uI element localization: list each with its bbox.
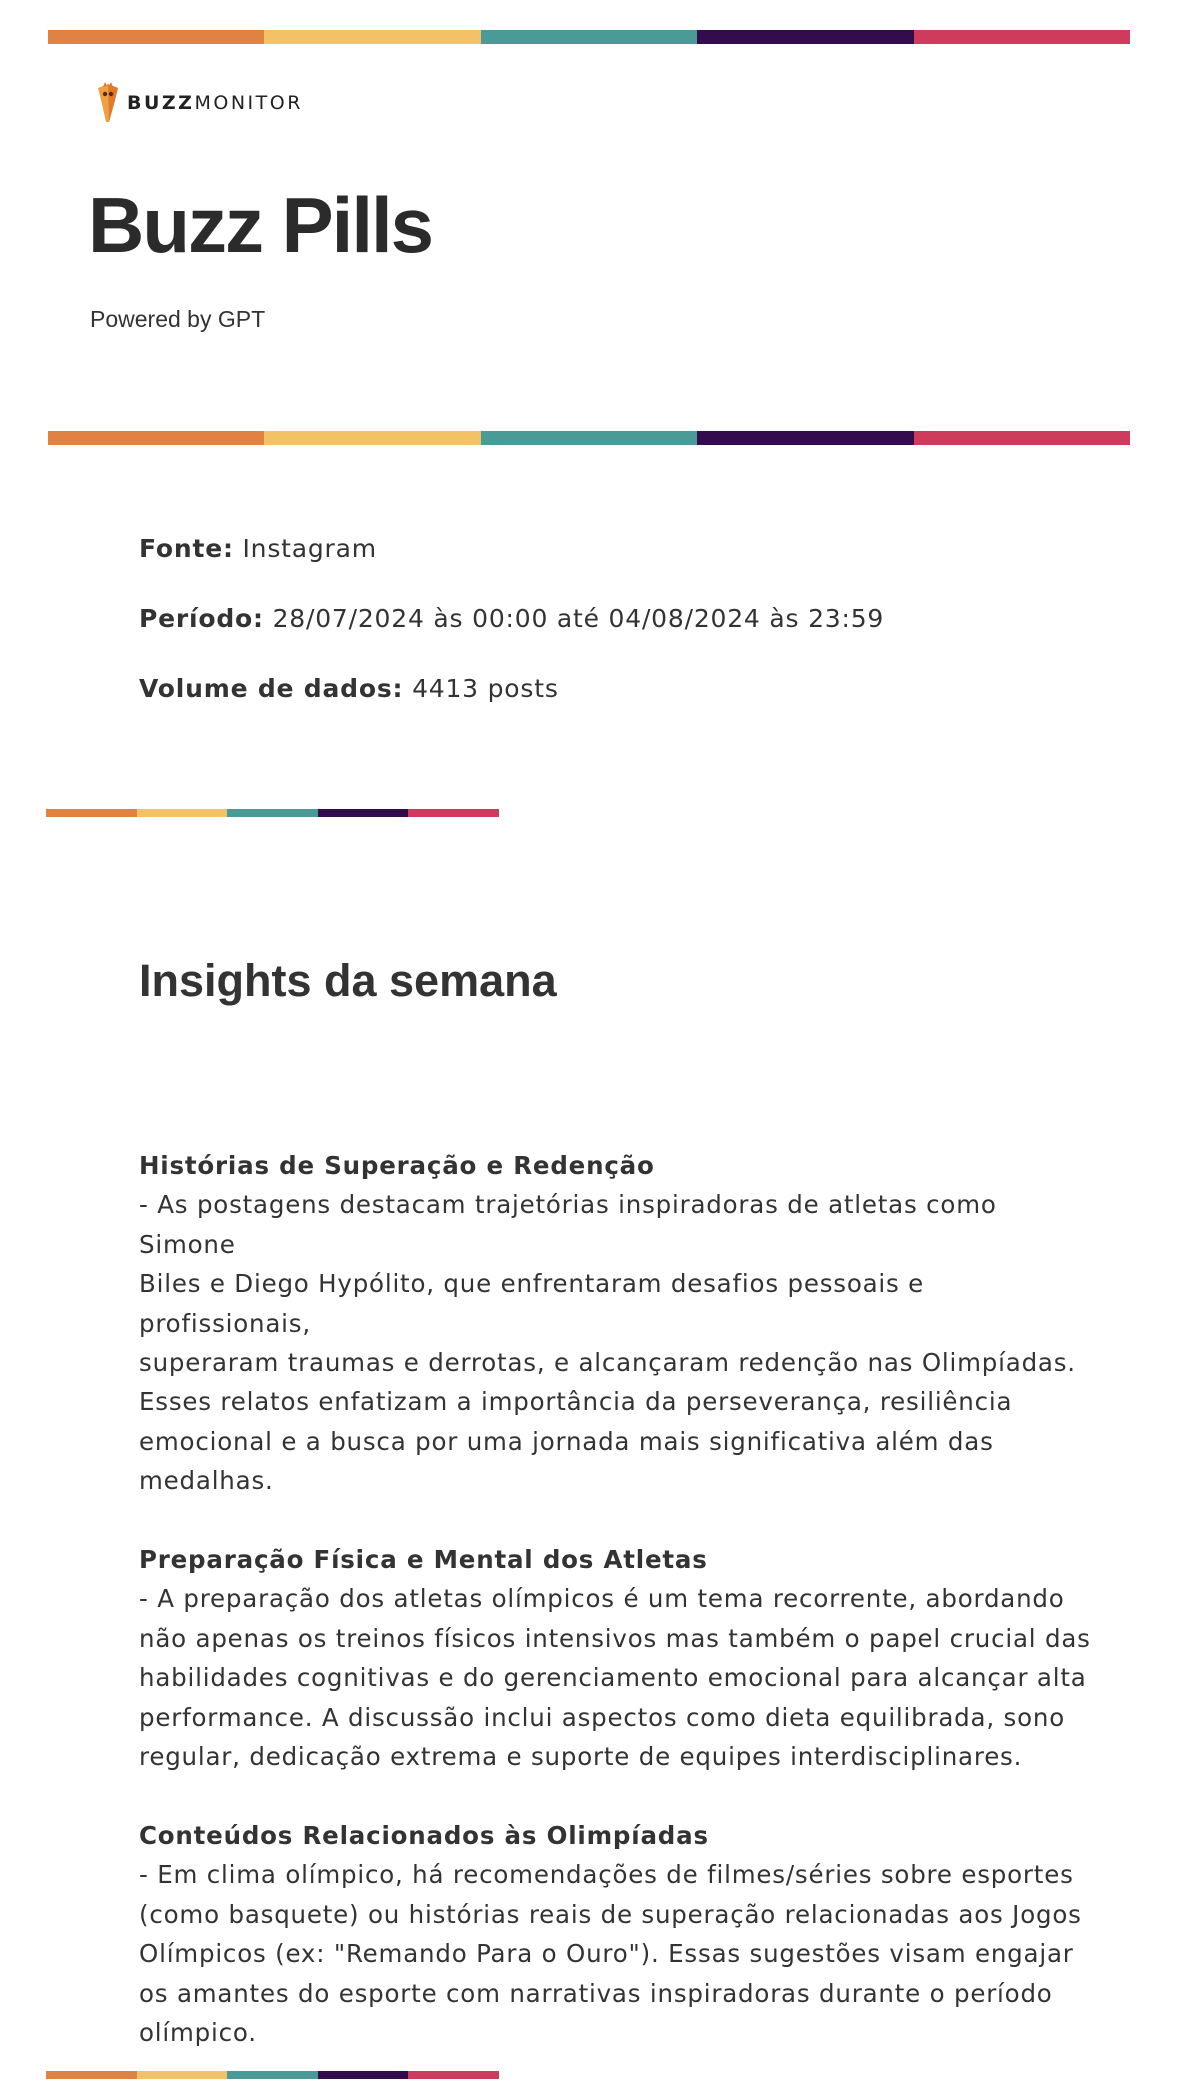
meta-period-label: Período: xyxy=(139,604,264,633)
stripe-segment xyxy=(481,431,697,445)
insight-line: Biles e Diego Hypólito, que enfrentaram desafios pessoais e profissionais, xyxy=(139,1269,925,1338)
meta-source-value: Instagram xyxy=(242,534,377,563)
insight-line: os amantes do esporte com narrativas inspiradoras durante o período xyxy=(139,1978,1053,2008)
page-title: Buzz Pills xyxy=(88,181,433,269)
insight-item xyxy=(139,1540,1099,1776)
insight-line: regular, dedicação extrema e suporte de equipes interdisciplinares. xyxy=(139,1742,1023,1772)
stripe-segment xyxy=(227,809,318,817)
insight-line: - Em clima olímpico, há recomendações de filmes/séries sobre esportes xyxy=(139,1860,1074,1890)
stripe-segment xyxy=(46,809,137,817)
meta-period xyxy=(139,604,884,633)
brand-wordmark xyxy=(127,92,303,114)
stripe-segment xyxy=(137,2071,228,2079)
insights-list xyxy=(139,1146,1099,2092)
meta-volume-value: 4413 posts xyxy=(412,674,559,703)
stripe-segment xyxy=(481,30,697,44)
insight-line: medalhas. xyxy=(139,1466,274,1496)
stripe-segment xyxy=(264,431,480,445)
insight-line: olímpico. xyxy=(139,2017,257,2047)
insight-line: habilidades cognitivas e do gerenciamento emocional para alcançar alta xyxy=(139,1663,1087,1693)
meta-period-value: 28/07/2024 às 00:00 até 04/08/2024 às 23:59 xyxy=(272,604,885,633)
insight-line: performance. A discussão inclui aspectos como dieta equilibrada, sono xyxy=(139,1702,1065,1732)
stripe-segment xyxy=(318,2071,409,2079)
meta-source-label: Fonte: xyxy=(139,534,234,563)
insight-line: - As postagens destacam trajetórias inspiradoras de atletas como Simone xyxy=(139,1190,997,1259)
stripe-segment xyxy=(48,30,264,44)
footer-divider-stripe xyxy=(46,2071,499,2079)
stripe-segment xyxy=(697,431,913,445)
meta-source xyxy=(139,534,377,563)
brand-wordmark-light: MONITOR xyxy=(194,92,303,114)
section-title: Insights da semana xyxy=(139,955,557,1006)
insight-title: Preparação Física e Mental dos Atletas xyxy=(139,1545,708,1575)
stripe-segment xyxy=(408,809,499,817)
insight-line: Olímpicos (ex: "Remando Para o Ouro"). Essas sugestões visam engajar xyxy=(139,1939,1074,1969)
brand-logo xyxy=(95,82,303,124)
stripe-segment xyxy=(137,809,228,817)
meta-volume xyxy=(139,674,559,703)
stripe-segment xyxy=(318,809,409,817)
insight-line: não apenas os treinos físicos intensivos mas também o papel crucial das xyxy=(139,1623,1091,1653)
section-divider-stripe xyxy=(46,809,499,817)
buzzmonitor-logo-icon xyxy=(95,82,121,124)
page-subtitle: Powered by GPT xyxy=(90,306,266,332)
stripe-segment xyxy=(408,2071,499,2079)
top-color-stripe xyxy=(48,30,1130,44)
stripe-segment xyxy=(48,431,264,445)
header-divider-stripe xyxy=(48,431,1130,445)
insight-line: Esses relatos enfatizam a importância da perseverança, resiliência xyxy=(139,1387,1013,1417)
insight-line: (como basquete) ou histórias reais de superação relacionadas aos Jogos xyxy=(139,1899,1082,1929)
stripe-segment xyxy=(914,431,1130,445)
insight-title: Conteúdos Relacionados às Olimpíadas xyxy=(139,1820,709,1850)
stripe-segment xyxy=(697,30,913,44)
stripe-segment xyxy=(264,30,480,44)
stripe-segment xyxy=(914,30,1130,44)
insight-title: Histórias de Superação e Redenção xyxy=(139,1151,655,1180)
stripe-segment xyxy=(227,2071,318,2079)
insight-item xyxy=(139,1146,1099,1501)
stripe-segment xyxy=(46,2071,137,2079)
insight-line: emocional e a busca por uma jornada mais significativa além das xyxy=(139,1426,994,1456)
insight-item xyxy=(139,1816,1099,2052)
insight-line: superaram traumas e derrotas, e alcançaram redenção nas Olimpíadas. xyxy=(139,1348,1076,1378)
insight-line: - A preparação dos atletas olímpicos é um tema recorrente, abordando xyxy=(139,1584,1065,1614)
meta-volume-label: Volume de dados: xyxy=(139,674,404,703)
brand-wordmark-bold: BUZZ xyxy=(127,92,195,114)
